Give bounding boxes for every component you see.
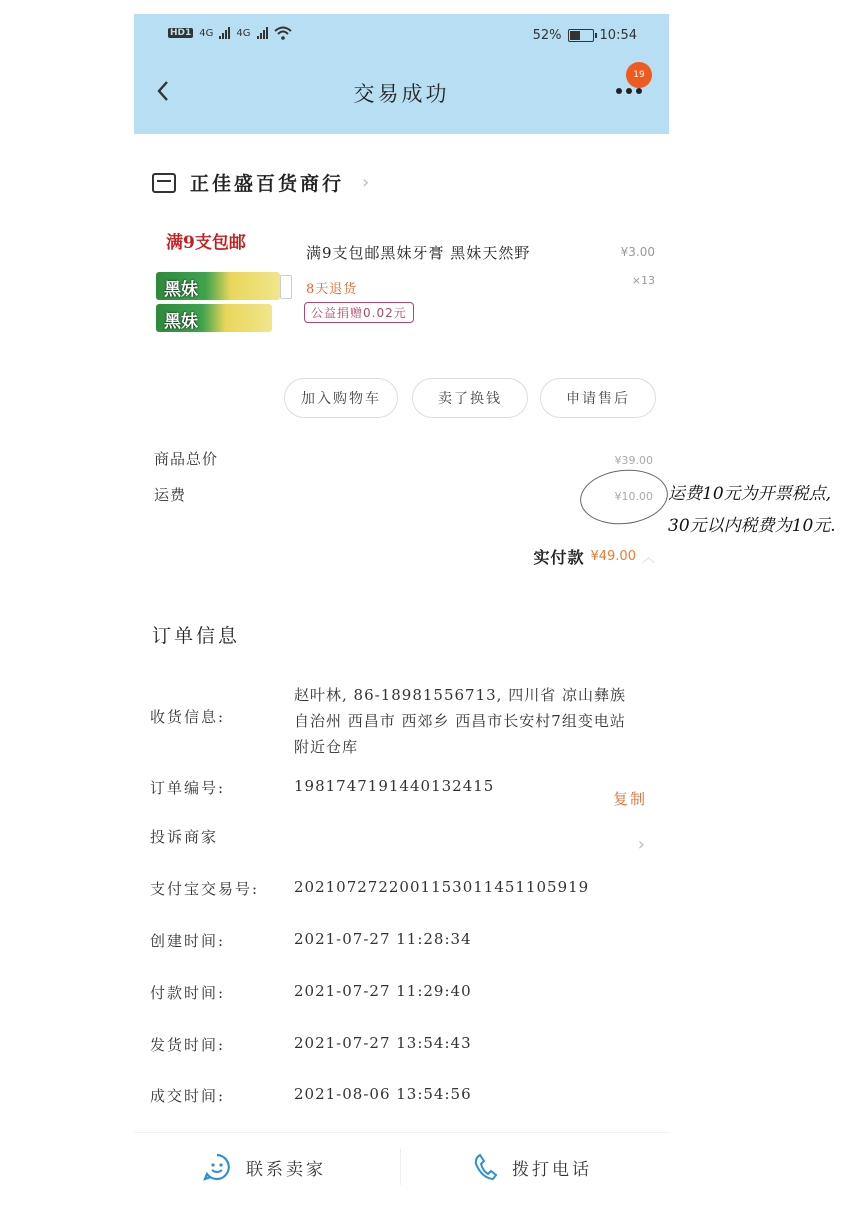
created-time-value: 2021-07-27 11:28:34 — [294, 930, 472, 948]
order-no-label: 订单编号: — [150, 779, 226, 797]
receiver-value: 赵叶林, 86-18981556713, 四川省 凉山彝族自治州 西昌市 西郊乡 西昌市长安村7组变电站附近仓库 — [294, 686, 626, 756]
phone-screen — [134, 14, 669, 1200]
paid-row[interactable] — [533, 545, 655, 568]
wifi-icon — [274, 26, 292, 40]
brand-text: 黑妹 — [164, 312, 198, 332]
product-price: ¥3.00 — [620, 245, 655, 259]
chevron-up-icon: ︿ — [641, 551, 655, 566]
sell-swap-button[interactable]: 卖了换钱 — [412, 378, 528, 418]
store-icon — [152, 173, 176, 193]
bottom-divider — [400, 1149, 401, 1185]
order-no-value: 1981747191440132415 — [294, 777, 495, 795]
product-image[interactable] — [152, 226, 287, 334]
paid-time-label: 付款时间: — [150, 984, 226, 1002]
product-title[interactable]: 满9支包邮黑妹牙膏 黑妹天然野 — [306, 244, 531, 262]
closed-time-value: 2021-08-06 13:54:56 — [294, 1085, 472, 1103]
shipped-time-label: 发货时间: — [150, 1036, 226, 1054]
contact-seller-label: 联系卖家 — [246, 1159, 326, 1180]
hd-badge — [168, 28, 193, 38]
shop-row[interactable] — [152, 169, 369, 196]
promo-overlay: 满9支包邮 — [166, 233, 246, 253]
alipay-no-label: 支付宝交易号: — [150, 880, 260, 898]
shipped-time-value: 2021-07-27 13:54:43 — [294, 1034, 472, 1052]
battery-icon — [568, 29, 594, 42]
toothpaste-tube-2 — [156, 304, 272, 332]
annotation-line-1: 运费10元为开票税点, — [668, 484, 832, 504]
call-phone-label: 拨打电话 — [512, 1159, 592, 1180]
network-badge-sub: 1 — [185, 28, 192, 38]
after-sales-button[interactable]: 申请售后 — [540, 378, 656, 418]
signal-2-icon — [257, 27, 268, 39]
alipay-no-value: 2021072722001153011451105919 — [294, 878, 590, 896]
more-button[interactable] — [616, 88, 642, 94]
paid-label: 实付款 — [533, 548, 585, 567]
paid-time-value: 2021-07-27 11:29:40 — [294, 982, 472, 1000]
battery-percent: 52% — [532, 28, 562, 43]
handwritten-annotation — [668, 478, 858, 542]
signal-2-label: 4G — [236, 27, 251, 39]
created-time-label: 创建时间: — [150, 932, 226, 950]
network-badge-text: HD — [170, 28, 186, 38]
tube-cap — [280, 275, 292, 299]
signal-1-icon — [219, 27, 230, 39]
toothpaste-tube-1 — [156, 272, 280, 300]
return-policy-tag: 8天退货 — [306, 282, 358, 297]
chevron-right-icon: › — [362, 172, 370, 193]
brand-text: 黑妹 — [164, 280, 198, 300]
charity-tag: 公益捐赠0.02元 — [304, 302, 414, 323]
more-dots-icon — [636, 88, 642, 94]
page-title: 交易成功 — [353, 82, 450, 106]
complain-seller-link[interactable]: 投诉商家 — [150, 828, 219, 846]
status-bar-right — [533, 28, 637, 43]
notification-badge: 19 — [626, 62, 652, 88]
shipping-label: 运费 — [154, 486, 187, 504]
product-quantity: ×13 — [631, 274, 655, 287]
top-bar — [134, 14, 669, 134]
closed-time-label: 成交时间: — [150, 1087, 226, 1105]
more-dots-icon — [626, 88, 632, 94]
contact-seller-button[interactable] — [202, 1133, 326, 1200]
chevron-right-icon: › — [637, 834, 645, 855]
annotation-line-2: 30元以内税费为10元. — [668, 516, 836, 536]
battery-fill — [570, 31, 581, 40]
bottom-bar — [134, 1132, 669, 1200]
goods-total-value: ¥39.00 — [614, 454, 653, 467]
shipping-value: ¥10.00 — [614, 490, 653, 503]
paid-value: ¥49.00 — [590, 549, 636, 564]
shop-name: 正佳盛百货商行 — [190, 173, 345, 195]
signal-1-label: 4G — [199, 27, 214, 39]
status-bar-left — [168, 26, 292, 40]
phone-icon — [472, 1152, 498, 1182]
more-dots-icon — [616, 88, 622, 94]
goods-total-label: 商品总价 — [154, 450, 219, 468]
receiver-label: 收货信息: — [150, 708, 226, 726]
clock: 10:54 — [599, 28, 637, 43]
add-to-cart-button[interactable]: 加入购物车 — [284, 378, 398, 418]
order-info-title: 订单信息 — [152, 625, 241, 647]
copy-button[interactable]: 复制 — [612, 790, 647, 808]
call-phone-button[interactable] — [472, 1133, 592, 1200]
chat-face-icon — [202, 1152, 232, 1182]
